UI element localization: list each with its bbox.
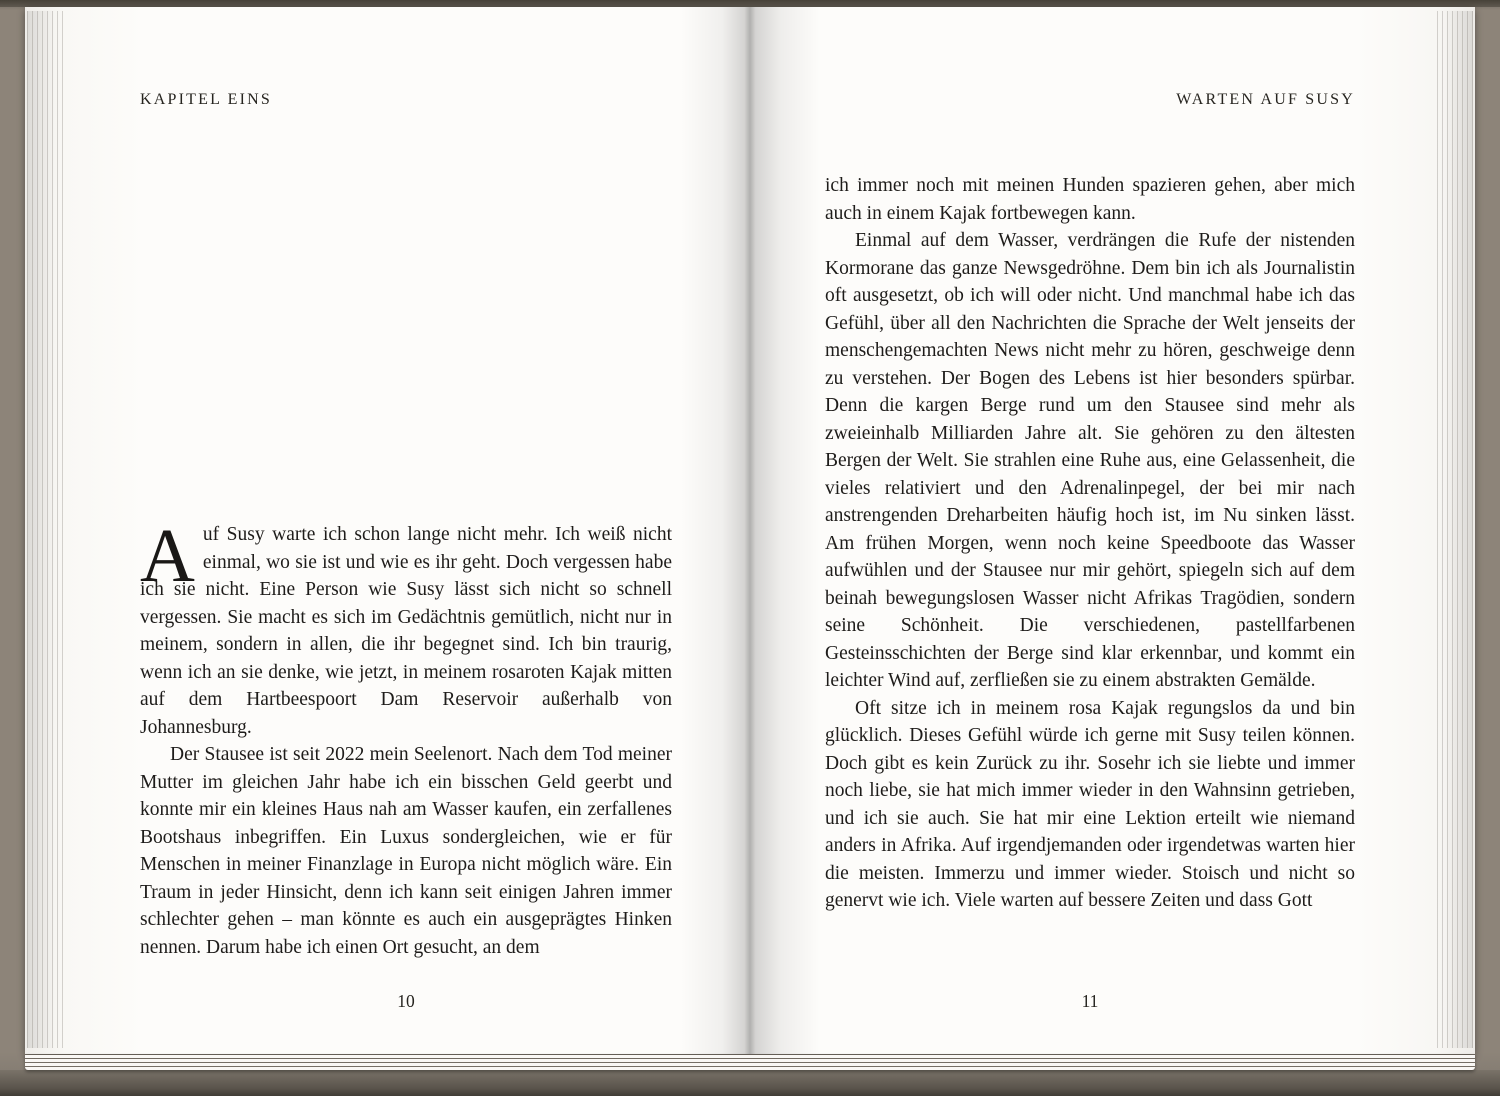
book-cover-bottom-edge: [0, 1070, 1500, 1096]
paragraph: Der Stausee ist seit 2022 mein Seelenort. Nach dem Tod meiner Mutter im gleichen Jahr habe ich ein bisschen Geld geerbt und konnte mir ein kleines Haus nah am Wasser kaufen, ein zerfallenes Bootshaus inbegriffen. Ein Luxus sondergleichen, wie er für Menschen in meiner Finanzlage in Europa nicht möglich wäre. Ein Traum in jeder Hinsicht, denn ich kann seit einigen Jahren immer schlechter gehen – man könnte es auch ein ausgeprägtes Hinken nennen. Darum habe ich einen Ort gesucht, an dem: [140, 744, 672, 958]
open-book: [25, 7, 1475, 1054]
paragraph: Einmal auf dem Wasser, verdrängen die Rufe der nistenden Kormorane das ganze Newsgedröhne. Dem bin ich als Journalistin oft ausgesetzt, ob ich will oder nicht. Und manchmal habe ich das Gefühl, über all den Nachrichten die Sprache der Welt jenseits der menschengemachten News nicht mehr zu hören, geschweige denn zu verstehen. Der Bogen des Lebens ist hier besonders spürbar. Denn die kargen Berge rund um den Stausee sind mehr als zweieinhalb Milliarden Jahre alt. Sie gehören zu den ältesten Bergen der Welt. Sie strahlen eine Ruhe aus, eine Gelassenheit, die vieles relativiert und den Adrenalinpegel, der bei mir nach anstrengenden Dreharbeiten häufig hoch ist, im Nu sinken lässt. Am frühen Morgen, wenn noch keine Speedboote das Wasser aufwühlen und der Stausee nur mir gehört, spiegeln sich auf dem beinah bewegungslosen Wasser nicht Afrikas Tragödien, sondern seine Schönheit. Die verschiedenen, pastellfarbenen Gesteinsschichten der Berge sind klar erkennbar, und kommt ein leichter Wind auf, zerfließen sie zu einem abstrakten Gemälde.: [825, 230, 1355, 691]
page-stack-edge-left: [27, 11, 63, 1048]
paragraph: ich immer noch mit meinen Hunden spazieren gehen, aber mich auch in einem Kajak fortbewegen kann.: [825, 175, 1355, 224]
paragraph: Oft sitze ich in meinem rosa Kajak regungslos da und bin glücklich. Dieses Gefühl würde ich gerne mit Susy teilen können. Doch gibt es kein Zurück zu ihr. Sosehr ich sie liebte und immer noch liebe, sie hat mich immer wieder in den Wahnsinn getrieben, und ich sie auch. Sie hat mir eine Lektion erteilt wie niemand anders in Afrika. Auf irgendjemanden oder irgendetwas warten hier die meisten. Immerzu und immer wieder. Stoisch und nicht so genervt wie ich. Viele warten auf bessere Zeiten und dass Gott: [825, 697, 1355, 911]
page-number-right: 11: [1081, 991, 1099, 1011]
page-number-left: 10: [397, 991, 415, 1011]
dropcap-letter: A: [140, 514, 195, 598]
paragraph-text: uf Susy warte ich schon lange nicht mehr. Ich weiß nicht einmal, wo sie ist und wie es ihr geht. Doch vergessen habe ich sie nicht. Eine Person wie Susy lässt sich nicht so schnell vergessen. Sie macht es sich im Gedächtnis gemütlich, nicht nur in meinem, sondern in allen, die ihr begegnet sind. Ich bin traurig, wenn ich an sie denke, wie jetzt, in meinem rosaroten Kajak mitten auf dem Hartbeespoort Dam Reservoir außerhalb von Johannesburg.: [140, 524, 672, 738]
left-text-block: [140, 514, 672, 961]
page-stack-bottom: [25, 1054, 1475, 1070]
right-page: [750, 7, 1475, 1054]
paragraph: [140, 514, 672, 741]
page-stack-edge-right: [1437, 11, 1473, 1048]
running-header-chapter: KAPITEL EINS: [140, 91, 273, 108]
left-page: [25, 7, 750, 1054]
right-text-block: [825, 172, 1355, 915]
running-header-title: WARTEN AUF SUSY: [1176, 91, 1355, 108]
book-cover-top-edge: [0, 0, 1500, 7]
